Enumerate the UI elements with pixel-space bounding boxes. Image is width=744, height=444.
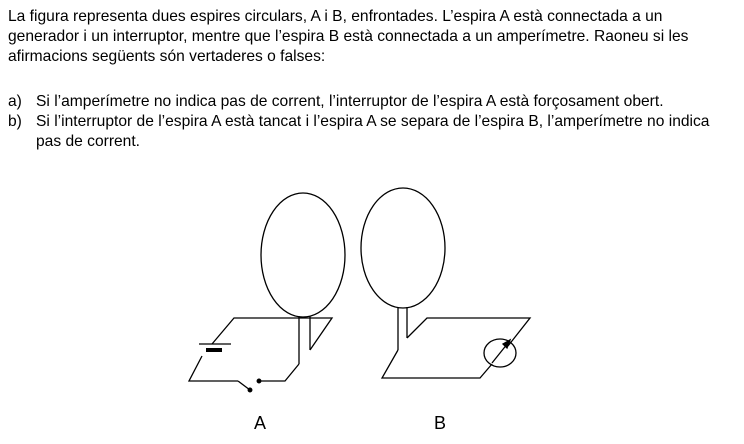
- switch-contact-2: [257, 379, 261, 383]
- problem-statement: La figura representa dues espires circulars, A i B, enfrontades. L’espira A està connectada a un generador i un interruptor, mentre que l’espira B està connectada a un amperímetre. Raoneu si les afirmacions següents són vertaderes o falses:: [8, 8, 689, 65]
- statement-a-marker: a): [8, 93, 22, 110]
- label-loop-b: B: [434, 413, 447, 433]
- loop-b-lead-front: [382, 350, 492, 378]
- switch-symbol: [238, 379, 261, 392]
- loop-b-lead-back: [407, 318, 530, 346]
- switch-contact-1: [248, 388, 252, 392]
- loop-a-lead-back: [212, 318, 332, 350]
- ammeter-symbol: [484, 339, 516, 367]
- statement-b-text: Si l’interruptor de l’espira A està tancat i l’espira A se separa de l’espira B, l’amperímetre no indica pas de corrent.: [36, 113, 710, 150]
- loop-b-coil: [361, 188, 445, 308]
- loop-a: [189, 193, 345, 381]
- loop-a-coil: [261, 193, 345, 317]
- ammeter-arrowhead: [503, 340, 510, 348]
- statement-b-marker: b): [8, 113, 22, 130]
- loop-a-lead-front: [259, 364, 299, 381]
- generator-symbol: [199, 344, 231, 350]
- loop-a-wire-left: [189, 356, 238, 381]
- loop-b: [361, 188, 530, 378]
- statement-a-text: Si l’amperímetre no indica pas de corrent, l’interruptor de l’espira A està forçosament obert.: [36, 93, 664, 110]
- label-loop-a: A: [254, 413, 267, 433]
